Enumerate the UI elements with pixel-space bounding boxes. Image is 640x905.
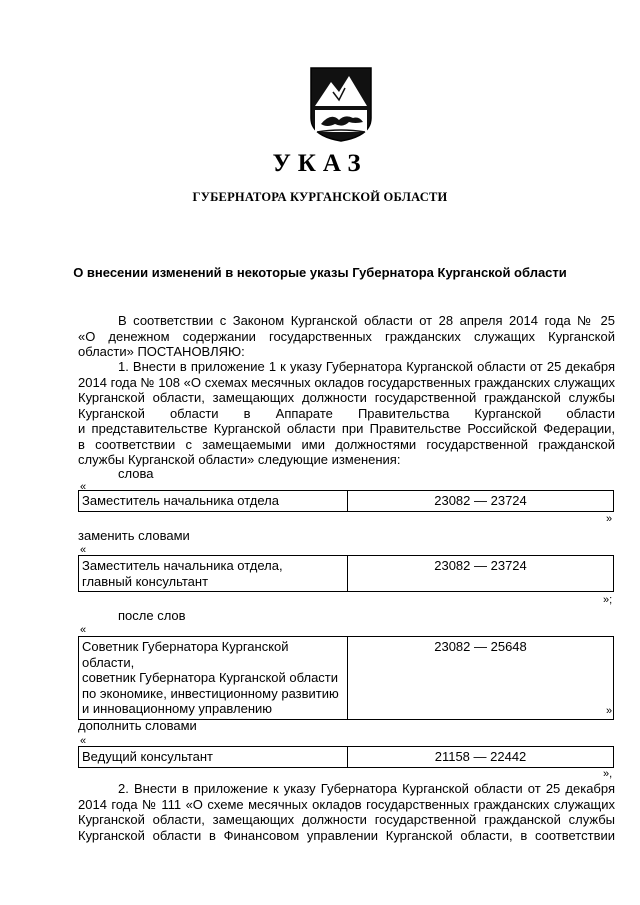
- table-row: [79, 637, 614, 720]
- label-after-words: после слов: [118, 608, 186, 623]
- salary-table-2: [78, 555, 614, 592]
- position-line: советник Губернатора Курганской области: [82, 670, 339, 685]
- item-2-line: 2. Внести в приложение к указу Губернатора Курганской области от 25 декабря: [118, 781, 615, 796]
- item-1-line: Курганской области в Аппарате Правительства Курганской области: [78, 405, 615, 421]
- position-cell: [79, 556, 348, 592]
- position-line: главный консультант: [82, 573, 209, 589]
- position-line: Советник Губернатора Курганской области,: [82, 639, 289, 670]
- close-quote-semicolon: »;: [603, 594, 613, 606]
- label-words: слова: [118, 466, 154, 481]
- close-quote: »: [606, 705, 613, 717]
- open-quote: «: [80, 544, 87, 556]
- salary-cell: 23082 — 23724: [348, 491, 614, 512]
- item-1-line: 1. Внести в приложение 1 к указу Губернатора Курганской области от 25 декабря: [118, 359, 615, 374]
- position-cell: Ведущий консультант: [79, 747, 348, 768]
- item-2-line: 2014 года № 111 «О схеме месячных окладов государственных гражданских служащих: [78, 796, 615, 812]
- position-cell: [79, 637, 348, 720]
- position-cell: Заместитель начальника отдела: [79, 491, 348, 512]
- decree-issuer: ГУБЕРНАТОРА КУРГАНСКОЙ ОБЛАСТИ: [192, 190, 448, 204]
- position-line: Заместитель начальника отдела,: [82, 558, 283, 573]
- label-add-words: дополнить словами: [78, 718, 197, 733]
- item-1-line: в соответствии с замещаемыми ими должностями государственной гражданской: [78, 436, 615, 452]
- table-row: [79, 491, 614, 512]
- item-2-line: Курганской области в Финансовом управлении Курганской области, в соответствии: [78, 827, 615, 843]
- item-2-paragraph: [78, 781, 615, 843]
- table-row: [79, 556, 614, 592]
- item-1-line: и представительстве Курганской области при Правительстве Российской Федерации,: [78, 421, 615, 436]
- open-quote: «: [80, 624, 87, 636]
- item-1-line: Курганской области, замещающих должности государственной гражданской службы: [78, 390, 615, 405]
- intro-line: «О денежном содержании государственных гражданских служащих Курганской: [78, 328, 615, 344]
- salary-cell: 23082 — 23724: [348, 556, 614, 592]
- decree-title: УКАЗ: [272, 150, 368, 177]
- salary-cell: 23082 — 25648: [348, 637, 614, 720]
- position-line: по экономике, инвестиционному развитию: [82, 685, 339, 701]
- salary-cell: 21158 — 22442: [348, 747, 614, 768]
- close-quote-comma: »,: [603, 768, 613, 780]
- open-quote: «: [80, 735, 87, 747]
- item-1-paragraph: [78, 359, 615, 468]
- intro-line: В соответствии с Законом Курганской области от 28 апреля 2014 года № 25: [118, 313, 615, 328]
- document-heading: О внесении изменений в некоторые указы Губернатора Курганской области: [73, 265, 567, 280]
- item-1-line: 2014 года № 108 «О схемах месячных окладов государственных гражданских служащих: [78, 374, 615, 390]
- intro-line: области» ПОСТАНОВЛЯЮ:: [78, 344, 245, 359]
- item-2-line: Курганской области, замещающих должности государственной гражданской службы: [78, 812, 615, 827]
- open-quote: «: [80, 481, 87, 493]
- salary-table-1: [78, 490, 614, 512]
- position-line: и инновационному управлению: [82, 701, 273, 716]
- close-quote: »: [606, 513, 613, 525]
- table-row: [79, 747, 614, 768]
- coat-of-arms-emblem: [309, 66, 373, 142]
- label-replace-with: заменить словами: [78, 528, 190, 543]
- salary-table-3: [78, 636, 614, 720]
- salary-table-4: [78, 746, 614, 768]
- intro-paragraph: [78, 313, 615, 360]
- item-1-line: службы Курганской области» следующие изменения:: [78, 452, 401, 467]
